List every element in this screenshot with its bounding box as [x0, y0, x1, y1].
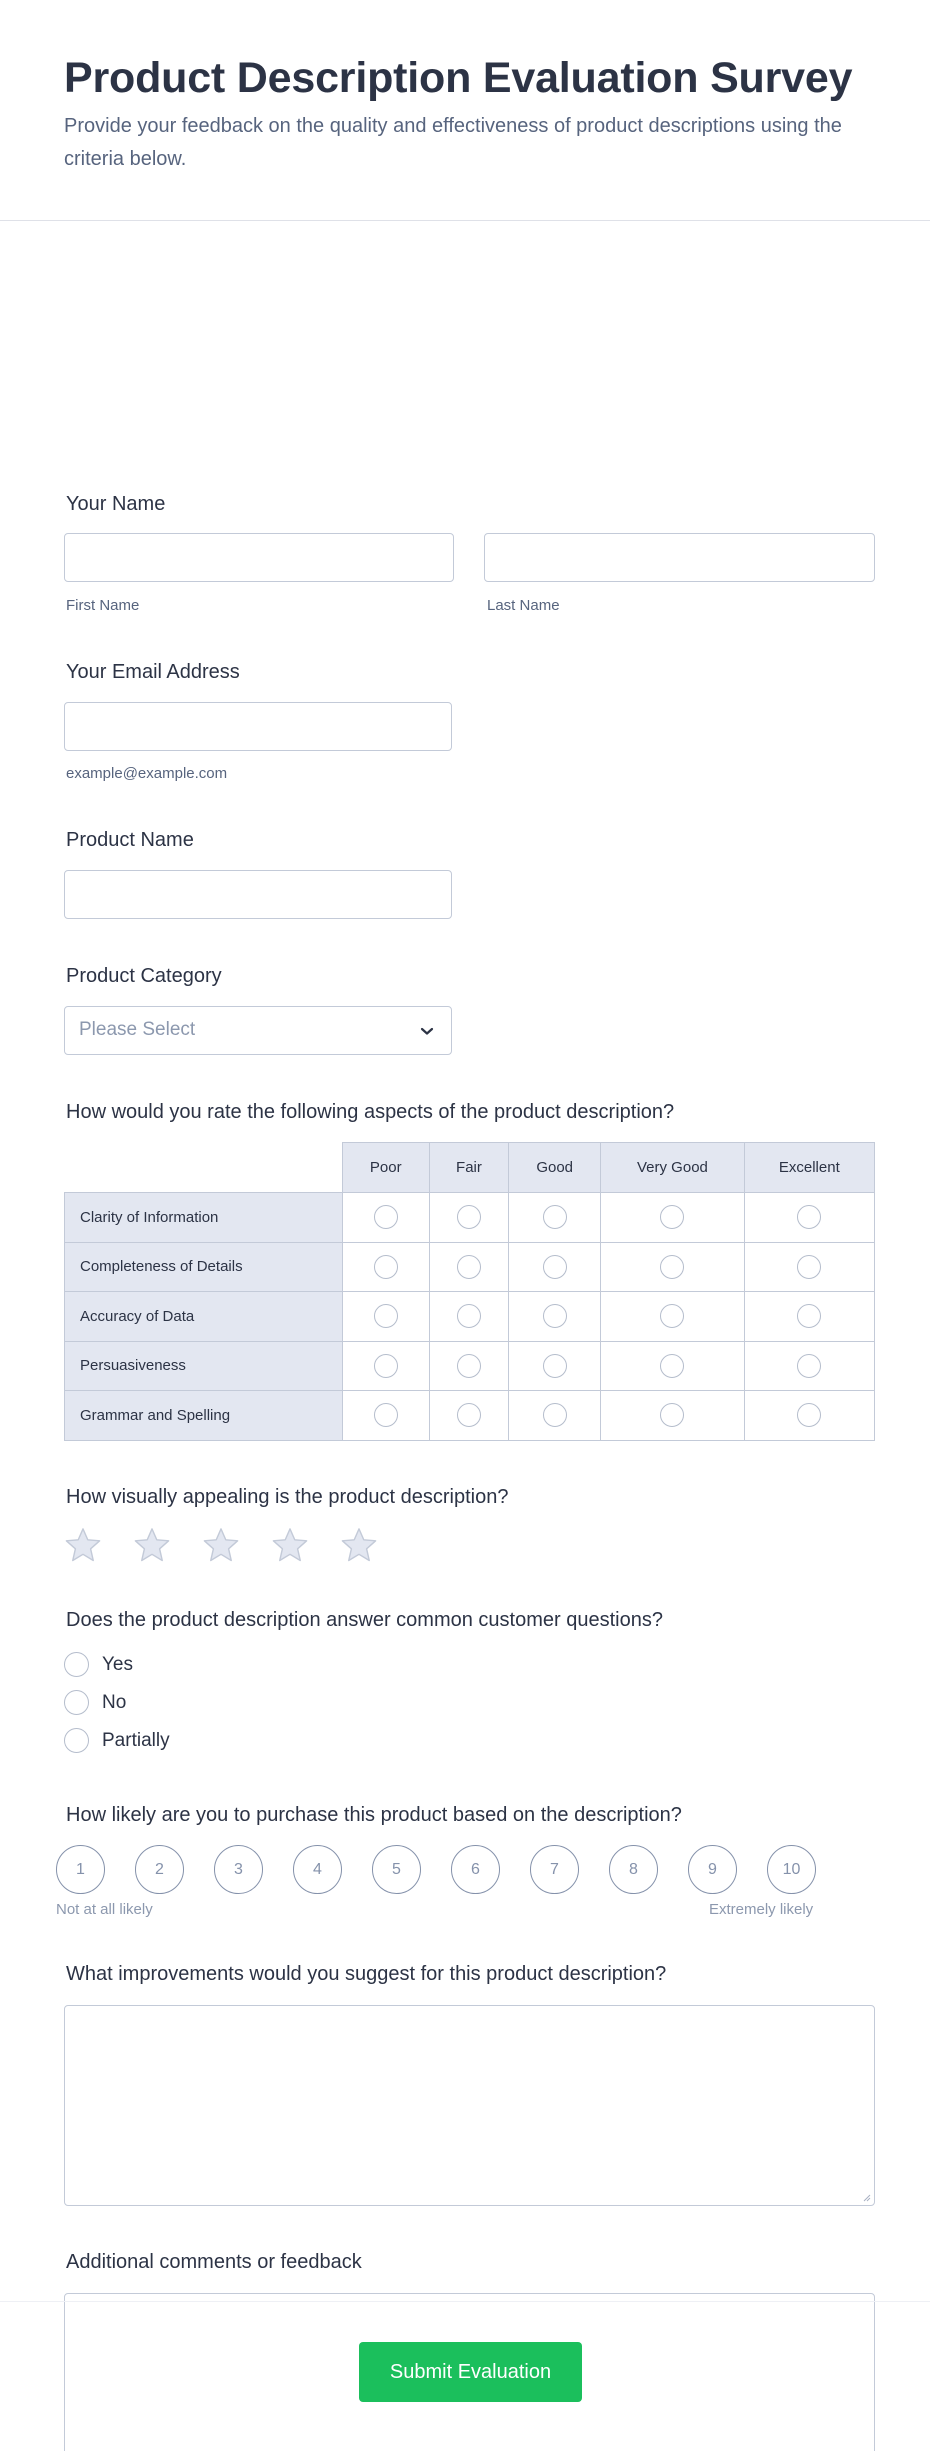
matrix-col-fair: Fair: [429, 1143, 508, 1193]
matrix-radio[interactable]: [660, 1403, 684, 1427]
matrix-radio[interactable]: [543, 1403, 567, 1427]
page-title: Product Description Evaluation Survey: [64, 54, 853, 102]
scale-option[interactable]: 8: [609, 1845, 658, 1894]
scale-option[interactable]: 6: [451, 1845, 500, 1894]
scale-option[interactable]: 2: [135, 1845, 184, 1894]
matrix-row-label: Persuasiveness: [65, 1341, 343, 1391]
star-icon[interactable]: [202, 1526, 240, 1564]
matrix-radio[interactable]: [374, 1354, 398, 1378]
star-icon[interactable]: [133, 1526, 171, 1564]
matrix-col-excellent: Excellent: [744, 1143, 874, 1193]
matrix-radio[interactable]: [543, 1304, 567, 1328]
chevron-down-icon: [417, 1021, 437, 1041]
option-partially[interactable]: [64, 1728, 170, 1753]
answers-label: Does the product description answer common customer questions?: [66, 1609, 663, 1631]
matrix-radio[interactable]: [660, 1205, 684, 1229]
improvements-label: What improvements would you suggest for this product description?: [66, 1963, 667, 1985]
matrix-row: [65, 1292, 875, 1342]
name-label: Your Name: [66, 493, 166, 515]
matrix-radio[interactable]: [457, 1255, 481, 1279]
radio-yes[interactable]: [64, 1652, 89, 1677]
matrix-radio[interactable]: [457, 1403, 481, 1427]
email-input[interactable]: [64, 702, 452, 751]
matrix-row: [65, 1391, 875, 1441]
matrix-radio[interactable]: [797, 1255, 821, 1279]
scale-option[interactable]: 1: [56, 1845, 105, 1894]
star-icon[interactable]: [340, 1526, 378, 1564]
star-icon[interactable]: [64, 1526, 102, 1564]
matrix-row-label: Completeness of Details: [65, 1242, 343, 1292]
resize-grip-icon[interactable]: [861, 2192, 871, 2202]
option-no[interactable]: [64, 1690, 126, 1715]
matrix-radio[interactable]: [543, 1255, 567, 1279]
scale-option[interactable]: 4: [293, 1845, 342, 1894]
matrix-label: How would you rate the following aspects of the product description?: [66, 1101, 675, 1123]
scale-option[interactable]: 7: [530, 1845, 579, 1894]
rating-matrix: [64, 1142, 875, 1441]
matrix-radio[interactable]: [797, 1403, 821, 1427]
matrix-corner: [65, 1143, 343, 1193]
matrix-col-very-good: Very Good: [601, 1143, 744, 1193]
scale-option[interactable]: 3: [214, 1845, 263, 1894]
scale-option[interactable]: 10: [767, 1845, 816, 1894]
matrix-radio[interactable]: [543, 1354, 567, 1378]
first-name-sublabel: First Name: [66, 597, 140, 614]
option-label: Yes: [102, 1653, 133, 1675]
likelihood-label: How likely are you to purchase this product based on the description?: [66, 1804, 682, 1826]
product-name-input[interactable]: [64, 870, 452, 919]
last-name-sublabel: Last Name: [487, 597, 560, 614]
submit-button[interactable]: Submit Evaluation: [359, 2342, 582, 2402]
matrix-radio[interactable]: [543, 1205, 567, 1229]
matrix-radio[interactable]: [797, 1304, 821, 1328]
matrix-col-poor: Poor: [342, 1143, 429, 1193]
matrix-radio[interactable]: [457, 1304, 481, 1328]
first-name-input[interactable]: [64, 533, 454, 582]
last-name-input[interactable]: [484, 533, 875, 582]
option-yes[interactable]: [64, 1652, 133, 1677]
matrix-radio[interactable]: [660, 1354, 684, 1378]
matrix-row: [65, 1193, 875, 1243]
matrix-radio[interactable]: [797, 1354, 821, 1378]
star-rating: [64, 1526, 378, 1564]
page-subtitle: Provide your feedback on the quality and effectiveness of product descriptions using the criteria below.: [64, 115, 842, 170]
email-label: Your Email Address: [66, 661, 240, 683]
comments-label: Additional comments or feedback: [66, 2251, 362, 2273]
select-placeholder: Please Select: [79, 1019, 196, 1040]
matrix-row: [65, 1242, 875, 1292]
scale-option[interactable]: 5: [372, 1845, 421, 1894]
product-category-select[interactable]: [64, 1006, 452, 1055]
option-label: No: [102, 1691, 127, 1713]
matrix-row-label: Grammar and Spelling: [65, 1391, 343, 1441]
matrix-radio[interactable]: [660, 1255, 684, 1279]
matrix-row-label: Accuracy of Data: [65, 1292, 343, 1342]
scale-option[interactable]: 9: [688, 1845, 737, 1894]
matrix-radio[interactable]: [374, 1304, 398, 1328]
matrix-row: [65, 1341, 875, 1391]
matrix-col-good: Good: [509, 1143, 601, 1193]
email-sublabel: example@example.com: [66, 765, 228, 782]
matrix-radio[interactable]: [374, 1403, 398, 1427]
scale-low-label: Not at all likely: [56, 1901, 153, 1918]
star-icon[interactable]: [271, 1526, 309, 1564]
form-header: [0, 0, 930, 221]
matrix-radio[interactable]: [374, 1205, 398, 1229]
product-category-label: Product Category: [66, 965, 222, 987]
improvements-textarea[interactable]: [64, 2005, 875, 2206]
matrix-radio[interactable]: [457, 1205, 481, 1229]
scale-high-label: Extremely likely: [709, 1901, 814, 1918]
matrix-row-label: Clarity of Information: [65, 1193, 343, 1243]
likelihood-scale: [56, 1845, 816, 1894]
matrix-radio[interactable]: [374, 1255, 398, 1279]
matrix-radio[interactable]: [457, 1354, 481, 1378]
form-footer: [0, 2301, 930, 2451]
radio-partially[interactable]: [64, 1728, 89, 1753]
matrix-radio[interactable]: [797, 1205, 821, 1229]
option-label: Partially: [102, 1729, 170, 1751]
appeal-label: How visually appealing is the product description?: [66, 1486, 509, 1508]
matrix-radio[interactable]: [660, 1304, 684, 1328]
radio-no[interactable]: [64, 1690, 89, 1715]
product-name-label: Product Name: [66, 829, 194, 851]
